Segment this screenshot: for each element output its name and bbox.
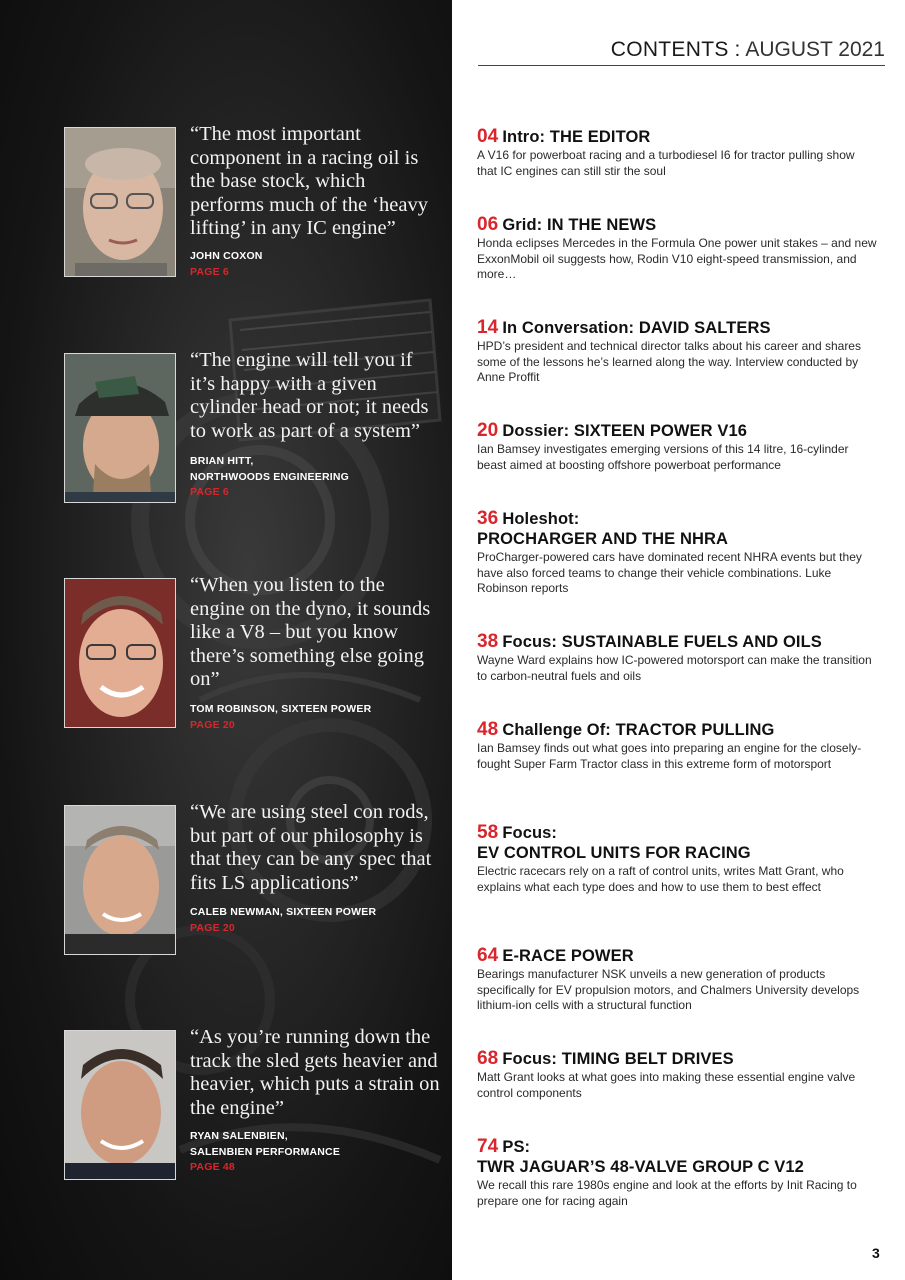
attribution-name: JOHN COXON	[190, 250, 263, 262]
entry-title	[477, 720, 877, 740]
entry-description: Honda eclipses Mercedes in the Formula One power unit stakes – and new ExxonMobil oil suggests how, Rodin V10 eight-speed transmission, and more…	[477, 236, 877, 282]
portrait-tom-robinson	[64, 578, 176, 728]
entry-page-number: 48	[477, 719, 499, 740]
entry-section: In Conversation:	[502, 319, 635, 337]
entry-section: Focus:	[502, 824, 558, 842]
quote-text: “We are using steel con rods, but part of our philosophy is that they can be any spec that fits LS applications”	[190, 801, 432, 894]
toc-entry-58[interactable]	[477, 823, 877, 895]
entry-page-number: 64	[477, 945, 499, 966]
attribution-name: CALEB NEWMAN, SIXTEEN POWER	[190, 906, 377, 918]
attribution-page-link[interactable]: PAGE 6	[190, 265, 229, 278]
entry-title	[477, 1049, 877, 1069]
quote-text: “The most important component in a racing oil is the base stock, which performs much of the ‘heavy lifting’ in any IC engine”	[190, 123, 428, 239]
toc-entry-64[interactable]	[477, 946, 877, 1014]
entry-title	[477, 509, 877, 529]
quote-text: “When you listen to the engine on the dyno, it sounds like a V8 – but you know there’s something else going on”	[190, 574, 431, 690]
attribution-name: TOM ROBINSON, SIXTEEN POWER	[190, 703, 372, 715]
quote-attribution	[190, 454, 440, 501]
entry-page-number: 68	[477, 1048, 499, 1069]
toc-entry-74[interactable]	[477, 1137, 877, 1209]
entry-page-number: 74	[477, 1136, 499, 1157]
entry-headline: SUSTAINABLE FUELS AND OILS	[561, 633, 822, 651]
toc-entry-36[interactable]	[477, 509, 877, 597]
attribution-name: RYAN SALENBIEN,	[190, 1130, 288, 1142]
page-number: 3	[872, 1245, 880, 1261]
entry-description: Bearings manufacturer NSK unveils a new generation of products specifically for EV propulsion motors, and Chalmers University develops lithium-ion cells with a structural function	[477, 967, 860, 1013]
entry-title	[477, 1137, 877, 1157]
entry-headline: EV CONTROL UNITS FOR RACING	[477, 844, 751, 862]
toc-entry-48[interactable]	[477, 720, 877, 772]
contents-separator: :	[734, 38, 741, 61]
entry-section: Challenge Of:	[502, 721, 611, 739]
entry-description: A V16 for powerboat racing and a turbodiesel I6 for tractor pulling show that IC engines can still stir the soul	[477, 148, 855, 178]
portrait-brian-hitt	[64, 353, 176, 503]
attribution-page-link[interactable]: PAGE 20	[190, 718, 235, 731]
entry-page-number: 04	[477, 126, 499, 147]
entry-headline: TWR JAGUAR’S 48-VALVE GROUP C V12	[477, 1158, 804, 1176]
contents-header	[478, 38, 885, 66]
attribution-name: BRIAN HITT,	[190, 455, 254, 467]
toc-entry-68[interactable]	[477, 1049, 877, 1101]
entry-headline: THE EDITOR	[549, 128, 651, 146]
issue-date: AUGUST 2021	[745, 38, 885, 61]
entry-page-number: 58	[477, 822, 499, 843]
attribution-page-link[interactable]: PAGE 6	[190, 486, 229, 498]
entry-headline: IN THE NEWS	[546, 216, 657, 234]
entry-headline: DAVID SALTERS	[638, 319, 771, 337]
entry-page-number: 14	[477, 317, 499, 338]
portrait-ryan-salenbien	[64, 1030, 176, 1180]
portrait-caleb-newman	[64, 805, 176, 955]
entry-page-number: 36	[477, 508, 499, 529]
entry-description: HPD’s president and technical director talks about his career and shares some of the lessons he’s learned along the way. Interview conducted by Anne Proffit	[477, 339, 861, 385]
entry-title	[477, 946, 877, 966]
entry-section: Focus:	[502, 633, 558, 651]
entry-description: Wayne Ward explains how IC-powered motorsport can make the transition to carbon-neutral fuels and oils	[477, 653, 872, 683]
entry-page-number: 38	[477, 631, 499, 652]
entry-title	[477, 421, 877, 441]
entry-title	[477, 215, 877, 235]
entry-headline: PROCHARGER AND THE NHRA	[477, 530, 729, 548]
quote-attribution	[190, 905, 440, 936]
toc-entry-14[interactable]	[477, 318, 877, 386]
entry-title	[477, 823, 877, 843]
entry-section: Grid:	[502, 216, 543, 234]
toc-entry-20[interactable]	[477, 421, 877, 473]
attribution-company: NORTHWOODS ENGINEERING	[190, 470, 349, 483]
quote-text: “As you’re running down the track the sled gets heavier and heavier, which puts a strain on the engine”	[190, 1026, 440, 1119]
entry-section: Holeshot:	[502, 510, 580, 528]
entry-section: Dossier:	[502, 422, 570, 440]
toc-entry-06[interactable]	[477, 215, 877, 283]
quote-attribution	[190, 702, 440, 733]
entry-page-number: 06	[477, 214, 499, 235]
entry-headline: TIMING BELT DRIVES	[561, 1050, 734, 1068]
portrait-john-coxon	[64, 127, 176, 277]
contents-label: CONTENTS	[610, 38, 729, 61]
toc-entry-38[interactable]	[477, 632, 877, 684]
quotes-panel	[0, 0, 452, 1280]
quote-text: “The engine will tell you if it’s happy with a given cylinder head or not; it needs to work as part of a system”	[190, 349, 429, 442]
entry-description: Electric racecars rely on a raft of control units, writes Matt Grant, who explains what each type does and how to use them to best effect	[477, 864, 844, 894]
quote-attribution	[190, 249, 440, 280]
entry-description: Ian Bamsey finds out what goes into preparing an engine for the closely-fought Super Farm Tractor class in this extreme form of motorsport	[477, 741, 862, 771]
toc-entry-04[interactable]	[477, 127, 877, 179]
entry-title	[477, 318, 877, 338]
entry-description: Matt Grant looks at what goes into making these essential engine valve control components	[477, 1070, 856, 1100]
quote-attribution	[190, 1129, 440, 1176]
entry-section: Focus:	[502, 1050, 558, 1068]
entry-section: PS:	[502, 1138, 531, 1156]
entry-title	[477, 632, 877, 652]
entry-description: Ian Bamsey investigates emerging versions of this 14 litre, 16-cylinder beast aimed at boosting offshore powerboat performance	[477, 442, 849, 472]
entry-section: Intro:	[502, 128, 546, 146]
entry-description: We recall this rare 1980s engine and look at the efforts by Init Racing to prepare one for racing again	[477, 1178, 857, 1208]
attribution-company: SALENBIEN PERFORMANCE	[190, 1145, 341, 1158]
entry-title	[477, 127, 877, 147]
entry-description: ProCharger-powered cars have dominated recent NHRA events but they have also forced teams to change their vehicle combinations. Luke Robinson reports	[477, 550, 862, 596]
attribution-page-link[interactable]: PAGE 48	[190, 1161, 235, 1173]
entry-page-number: 20	[477, 420, 499, 441]
entry-headline: SIXTEEN POWER V16	[573, 422, 748, 440]
attribution-page-link[interactable]: PAGE 20	[190, 921, 235, 934]
entry-headline: TRACTOR PULLING	[615, 721, 775, 739]
entry-headline: E-RACE POWER	[502, 947, 634, 965]
